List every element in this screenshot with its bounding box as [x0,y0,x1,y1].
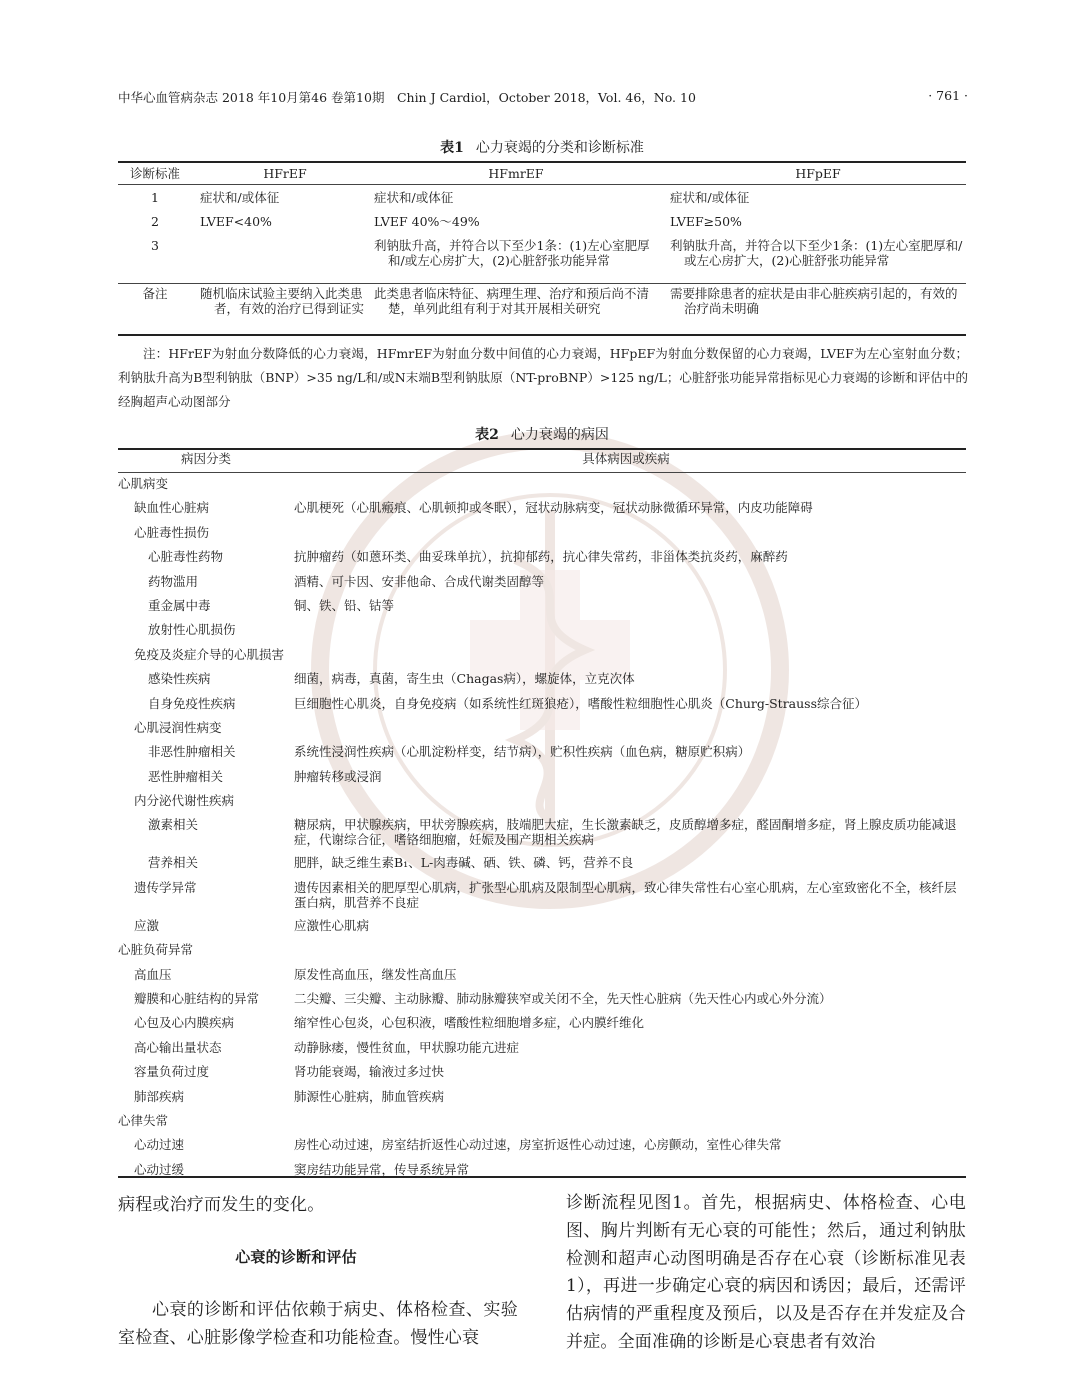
etiology-description: 细菌，病毒，真菌，寄生虫（Chagas病），螺旋体，立克次体 [294,671,635,687]
etiology-description: 抗肿瘤药（如蒽环类、曲妥珠单抗），抗抑郁药，抗心律失常药，非甾体类抗炎药，麻醉药 [294,549,788,565]
etiology-category: 药物滥用 [148,573,199,589]
etiology-description: 窦房结功能异常，传导系统异常 [294,1161,470,1177]
etiology-description [294,938,966,962]
etiology-description: 遗传因素相关的肥厚型心肌病，扩张型心肌病及限制型心肌病，致心律失常性右心室心肌病，左心室致密化不全，核纤层蛋白病，肌营养不良症 [294,879,957,910]
etiology-category: 心动过速 [134,1137,185,1153]
etiology-description [294,472,966,496]
etiology-category: 高心输出量状态 [134,1039,222,1055]
table1-title: 心力衰竭的分类和诊断标准 [475,140,644,156]
etiology-description: 缩窄性心包炎，心包积液，嗜酸性粒细胞增多症，心内膜纤维化 [294,1015,645,1031]
table-row [118,521,966,545]
table1-header-row [118,166,966,186]
table1-cell: 1 [151,190,159,205]
table2-label: 表2 [475,427,499,443]
table1-cell: 需要排除患者的症状是由非心脏疾病引起的，有效的治疗尚未明确 [670,286,958,316]
table-row [118,692,966,716]
table1-cell: 症状和/或体征 [374,190,454,205]
table-row [118,789,966,813]
table1-cell: LVEF<40% [200,214,272,229]
page-number: · 761 · [928,88,968,103]
etiology-category: 放射性心肌损伤 [148,622,236,638]
section-heading: 心衰的诊断和评估 [235,1248,357,1266]
etiology-description: 原发性高血压，继发性高血压 [294,966,457,982]
table-row [118,570,966,594]
etiology-description: 应激性心肌病 [294,917,370,933]
etiology-description [294,521,966,545]
etiology-category: 高血压 [134,966,172,982]
etiology-category: 自身免疫性疾病 [148,695,236,711]
table-row [118,876,966,914]
table-row [118,938,966,962]
table1-bottom-rule [118,334,966,336]
table-row [118,1109,966,1133]
etiology-description: 肿瘤转移或浸润 [294,768,382,784]
etiology-description: 二尖瓣、三尖瓣、主动脉瓣、肺动脉瓣狭窄或关闭不全，先天性心脏病（先天性心内或心外分流） [294,991,832,1007]
table1-row [118,210,966,234]
etiology-category: 心脏负荷异常 [118,942,194,958]
table1-remarks-row [118,280,966,334]
table1-row [118,186,966,210]
etiology-category: 感染性疾病 [148,671,211,687]
table2-col-header: 病因分类 [180,451,231,466]
etiology-category: 非恶性肿瘤相关 [148,744,236,760]
journal-citation: 中华心血管病杂志 2018 年10月第46 卷第10期 Chin J Cardiol，October 2018，Vol. 46，No. 10 [118,90,696,105]
table1-cell: 备注 [142,286,168,301]
table-row [118,1085,966,1109]
running-header [118,88,968,108]
table2-body [118,472,966,1182]
etiology-description [294,618,966,642]
table-row [118,545,966,569]
etiology-category: 心脏毒性药物 [148,549,224,565]
etiology-description: 肺源性心脏病，肺血管疾病 [294,1088,445,1104]
etiology-category: 遗传学异常 [134,879,197,895]
table1-cell: 症状和/或体征 [670,190,750,205]
table1-top-rule [118,161,966,163]
etiology-category: 内分泌代谢性疾病 [134,793,235,809]
table-row [118,765,966,789]
etiology-description: 糖尿病，甲状腺疾病，甲状旁腺疾病，肢端肥大症，生长激素缺乏，皮质醇增多症，醛固酮增多症，肾上腺皮质功能减退症，代谢综合征，嗜铬细胞瘤，妊娠及围产期相关疾病 [294,817,957,848]
etiology-description: 肾功能衰竭，输液过多过快 [294,1064,445,1080]
table1-footnote: 注：HFrEF为射血分数降低的心力衰竭，HFmrEF为射血分数中间值的心力衰竭，HFpEF为射血分数保留的心力衰竭，LVEF为左心室射血分数；利钠肽升高为B型利钠肽（BNP）>35 ng/L和/或N末端B型利钠肽原（NT-proBNP）>125 ng/L；心脏舒张功能异常指标见心力衰竭的诊断和评估中的经胸超声心动图部分 [118,346,968,409]
table2-col-header: 具体病因或疾病 [582,451,670,466]
table-row [118,963,966,987]
table-row [118,496,966,520]
right-column [566,1190,966,1357]
table1-caption [118,137,966,157]
etiology-category: 容量负荷过度 [134,1064,210,1080]
table1-cell: LVEF≥50% [670,214,742,229]
etiology-category: 瓣膜和心脏结构的异常 [134,991,260,1007]
table2 [118,450,966,1182]
table1-label: 表1 [440,140,464,156]
etiology-category: 应激 [134,917,160,933]
etiology-description: 铜、铁、铅、钴等 [294,597,395,613]
left-paragraph-1: 病程或治疗而发生的变化。 [118,1195,325,1215]
table-row [118,618,966,642]
etiology-description: 肥胖，缺乏维生素B₁、L-肉毒碱、硒、铁、磷、钙，营养不良 [294,855,634,871]
table-row [118,1060,966,1084]
table1-cell: LVEF 40%～49% [374,214,480,229]
table1-cell: 随机临床试验主要纳入此类患者，有效的治疗已得到证实 [200,286,365,316]
table-row [118,987,966,1011]
table-row [118,716,966,740]
etiology-description [294,789,966,813]
table1-col-header: HFpEF [795,166,841,181]
etiology-category: 免疫及炎症介导的心肌损害 [134,646,285,662]
etiology-category: 营养相关 [148,855,199,871]
table1-col-header: HFrEF [263,166,307,181]
etiology-category: 肺部疾病 [134,1088,185,1104]
table-row [118,851,966,875]
table1-cell: 此类患者临床特征、病理生理、治疗和预后尚不清楚，单列此组有利于对其开展相关研究 [374,286,650,316]
table2-header-row [118,450,966,472]
table1-col-header: 诊断标准 [129,166,180,181]
etiology-category: 激素相关 [148,817,199,833]
table-row [118,594,966,618]
table-row [118,1011,966,1035]
table1-cell [192,234,370,280]
etiology-category: 心律失常 [118,1112,169,1128]
etiology-description: 系统性浸润性疾病（心肌淀粉样变，结节病），贮积性疾病（血色病，糖原贮积病） [294,744,751,760]
right-paragraph: 诊断流程见图1。首先，根据病史、体格检查、心电图、胸片判断有无心衰的可能性；然后，通过利钠肽检测和超声心动图明确是否存在心衰（诊断标准见表1），再进一步确定心衰的病因和诱因；最后，还需评估病情的严重程度及预后，以及是否存在并发症及合并症。全面准确的诊断是心衰患者有效治 [566,1193,966,1352]
etiology-category: 心包及心内膜疾病 [134,1015,235,1031]
etiology-description [294,716,966,740]
table-row [118,1036,966,1060]
table-row [118,1133,966,1157]
etiology-category: 心肌浸润性病变 [134,719,222,735]
etiology-category: 心动过缓 [134,1161,185,1177]
table-row [118,740,966,764]
etiology-category: 重金属中毒 [148,597,211,613]
etiology-description: 酒精、可卡因、安非他命、合成代谢类固醇等 [294,573,545,589]
table1-col-header: HFmrEF [488,166,544,181]
table-row [118,472,966,496]
etiology-description [294,1109,966,1133]
table1 [118,166,966,334]
etiology-description: 心肌梗死（心肌瘢痕、心肌顿抑或冬眠），冠状动脉病变，冠状动脉微循环异常，内皮功能障碍 [294,500,813,516]
table1-cell: 2 [151,214,159,229]
etiology-category: 心脏毒性损伤 [134,524,210,540]
etiology-category: 心肌病变 [118,476,169,491]
table-row [118,813,966,851]
etiology-description: 动静脉瘘，慢性贫血，甲状腺功能亢进症 [294,1039,520,1055]
etiology-category: 恶性肿瘤相关 [148,768,224,784]
table-row [118,1158,966,1182]
table1-cell: 利钠肽升高，并符合以下至少1条：(1)左心室肥厚和/或左心房扩大，(2)心脏舒张功能异常 [670,238,963,268]
table-row [118,643,966,667]
etiology-description: 房性心动过速，房室结折返性心动过速，房室折返性心动过速，心房颤动，室性心律失常 [294,1137,782,1153]
table1-cell: 症状和/或体征 [200,190,280,205]
table2-title: 心力衰竭的病因 [510,427,609,443]
etiology-description [294,643,966,667]
table-row [118,914,966,938]
etiology-category: 缺血性心脏病 [134,500,210,516]
table-row [118,667,966,691]
left-paragraph-2: 心衰的诊断和评估依赖于病史、体格检查、实验室检查、心脏影像学检查和功能检查。慢性心衰 [118,1300,518,1348]
table1-cell: 3 [151,238,159,253]
table1-row [118,234,966,280]
table1-cell: 利钠肽升高，并符合以下至少1条：(1)左心室肥厚和/或左心房扩大，(2)心脏舒张功能异常 [374,238,650,268]
etiology-description: 巨细胞性心肌炎，自身免疫病（如系统性红斑狼疮），嗜酸性粒细胞性心肌炎（Churg-Strauss综合征） [294,695,868,711]
table2-caption [118,424,966,444]
